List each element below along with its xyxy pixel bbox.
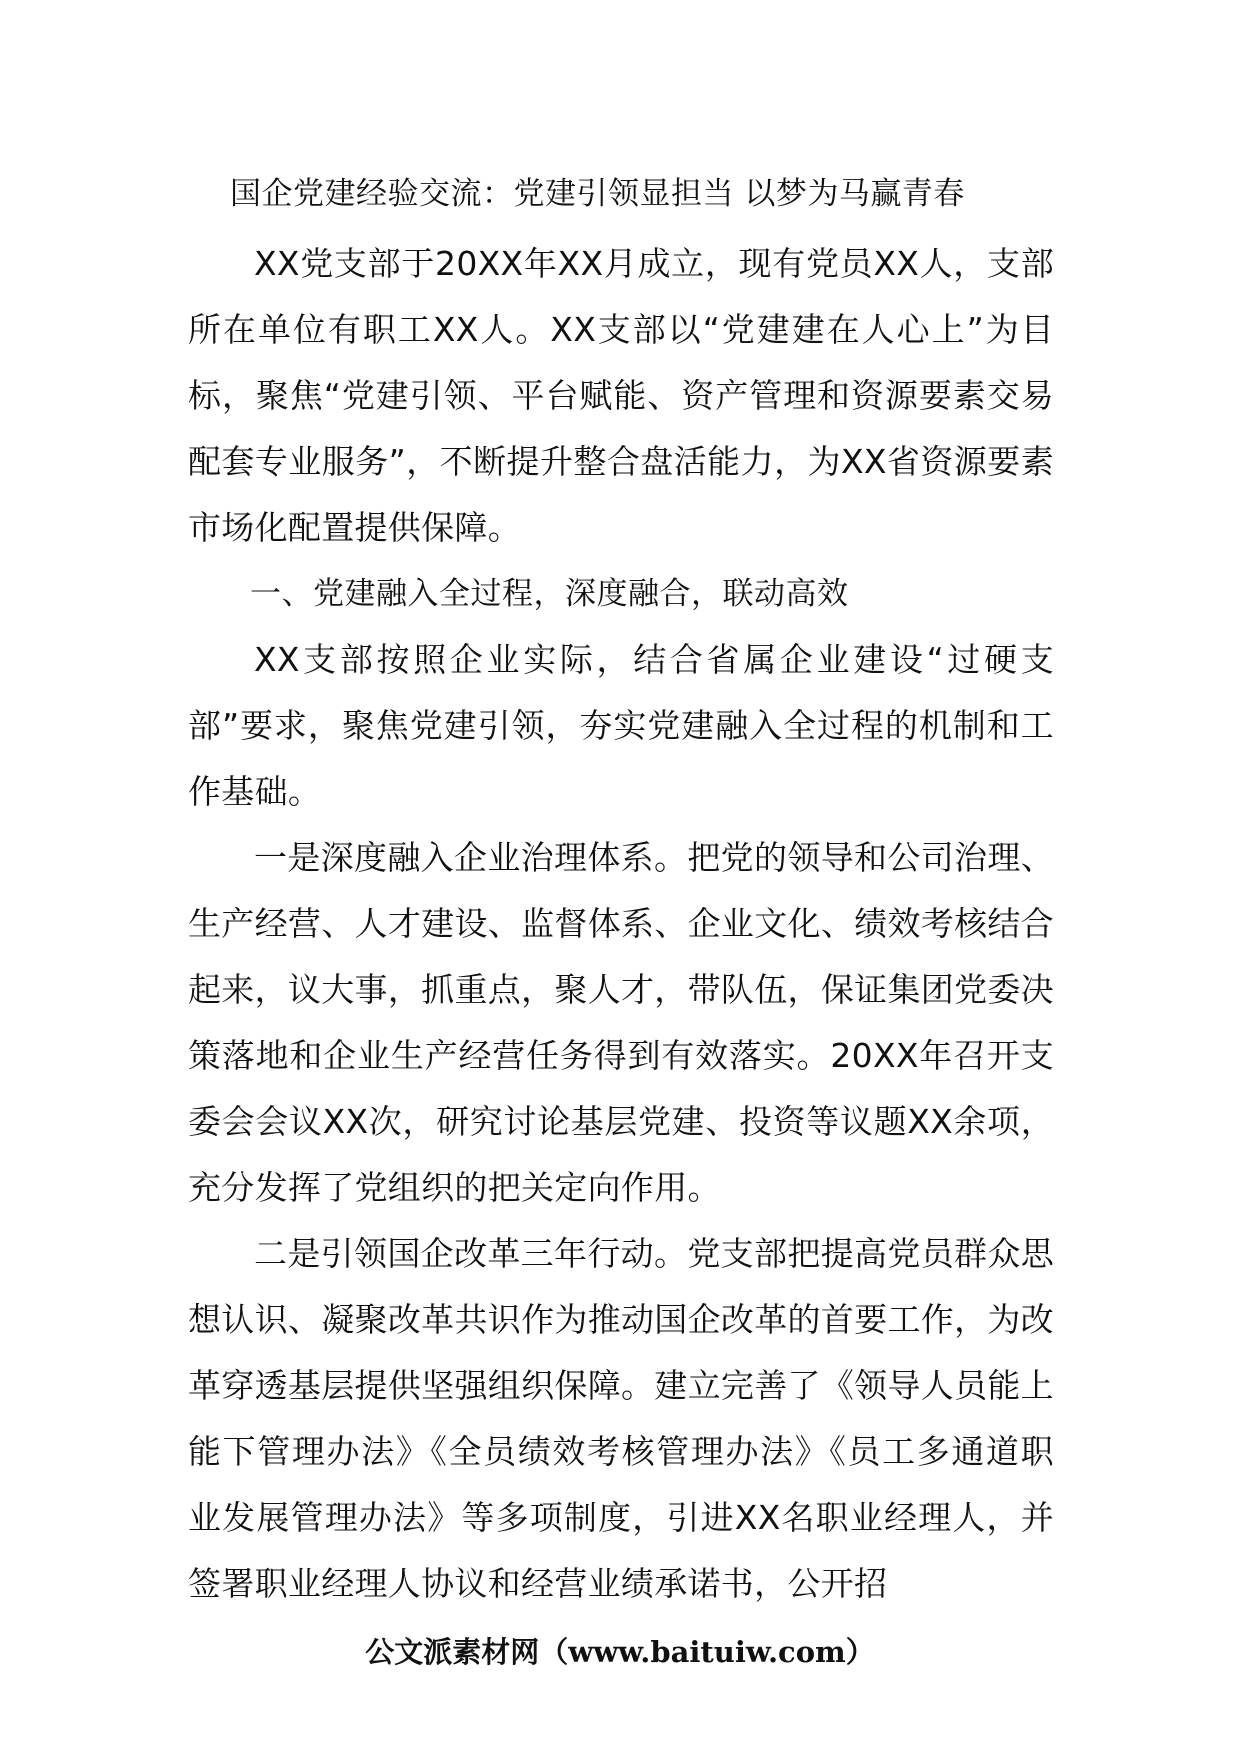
section-paragraph: XX支部按照企业实际，结合省属企业建设“过硬支部”要求，聚焦党建引领，夯实党建融入全过程的机制和工作基础。 [188, 640, 1054, 811]
document-title: 国企党建经验交流：党建引领显担当 以梦为马赢青春 [230, 176, 965, 212]
intro-paragraph: XX党支部于20XX年XX月成立，现有党员XX人，支部所在单位有职工XX人。XX支部以“党建建在人心上”为目标，聚焦“党建引领、平台赋能、资产管理和资源要素交易配套专业服务”，不断提升整合盘活能力，为XX省资源要素市场化配置提供保障。 [188, 244, 1054, 547]
point-one-paragraph: 一是深度融入企业治理体系。把党的领导和公司治理、生产经营、人才建设、监督体系、企业文化、绩效考核结合起来，议大事，抓重点，聚人才，带队伍，保证集团党委决策落地和企业生产经营任务得到有效落实。20XX年召开支委会会议XX次，研究讨论基层党建、投资等议题XX余项，充分发挥了党组织的把关定向作用。 [188, 838, 1054, 1207]
document-body [188, 231, 1054, 1617]
section-heading: 一、党建融入全过程，深度融合，联动高效 [250, 576, 849, 612]
footer-watermark: 公文派素材网（www.baituiw.com） [365, 1635, 875, 1669]
point-two-paragraph: 二是引领国企改革三年行动。党支部把提高党员群众思想认识、凝聚改革共识作为推动国企改革的首要工作，为改革穿透基层提供坚强组织保障。建立完善了《领导人员能上能下管理办法》《全员绩效考核管理办法》《员工多通道职业发展管理办法》等多项制度，引进XX名职业经理人，并签署职业经理人协议和经营业绩承诺书，公开招 [188, 1234, 1054, 1603]
